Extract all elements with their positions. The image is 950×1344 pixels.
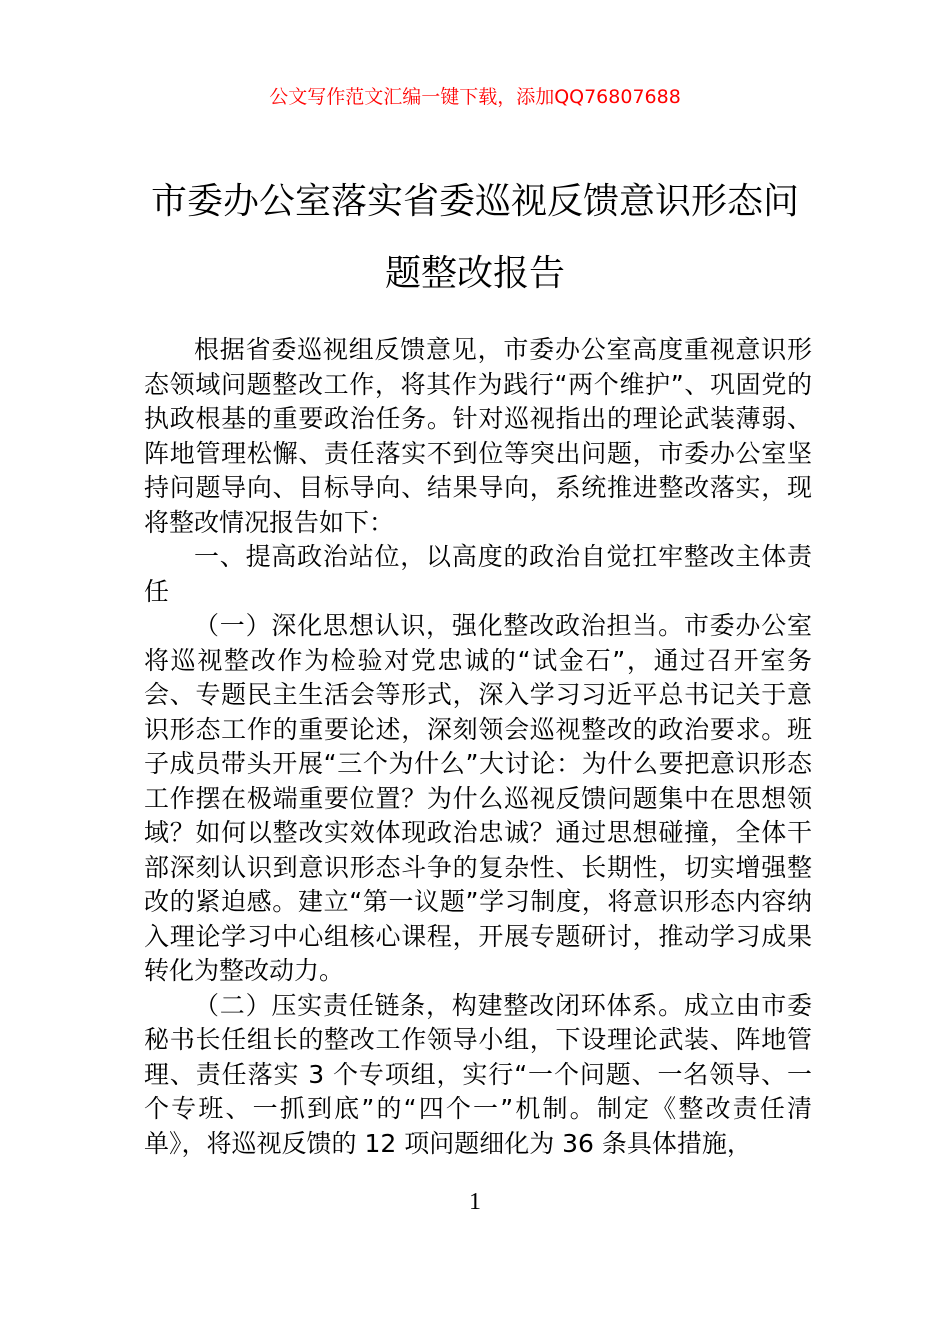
page-number: 1 bbox=[469, 1189, 481, 1215]
section-heading-1: 一、提高政治站位，以高度的政治自觉扛牢整改主体责任 bbox=[144, 542, 812, 606]
document-body bbox=[144, 333, 812, 1161]
header-banner: 公文写作范文汇编一键下载，添加QQ76807688 bbox=[269, 86, 681, 108]
paragraph-subsection-2: （二）压实责任链条，构建整改闭环体系。成立由市委秘书长任组长的整改工作领导小组，下设理论武装、阵地管理、责任落实 3 个专项组，实行“一个问题、一名领导、一个专班、一抓到底”的“四个一”机制。制定《整改责任清单》，将巡视反馈的 12 项问题细化为 36 条具体措施， bbox=[144, 990, 812, 1158]
document-title: 市委办公室落实省委巡视反馈意识形态问题整改报告 bbox=[150, 181, 799, 294]
paragraph-intro: 根据省委巡视组反馈意见，市委办公室高度重视意识形态领域问题整改工作，将其作为践行“两个维护”、巩固党的执政根基的重要政治任务。针对巡视指出的理论武装薄弱、阵地管理松懈、责任落实不到位等突出问题，市委办公室坚持问题导向、目标导向、结果导向，系统推进整改落实，现将整改情况报告如下： bbox=[144, 335, 812, 537]
paragraph-subsection-1: （一）深化思想认识，强化整改政治担当。市委办公室将巡视整改作为检验对党忠诚的“试金石”，通过召开室务会、专题民主生活会等形式，深入学习习近平总书记关于意识形态工作的重要论述，深刻领会巡视整改的政治要求。班子成员带头开展“三个为什么”大讨论：为什么要把意识形态工作摆在极端重要位置？为什么巡视反馈问题集中在思想领域？如何以整改实效体现政治忠诚？通过思想碰撞，全体干部深刻认识到意识形态斗争的复杂性、长期性，切实增强整改的紧迫感。建立“第一议题”学习制度，将意识形态内容纳入理论学习中心组核心课程，开展专题研讨，推动学习成果转化为整改动力。 bbox=[144, 611, 812, 985]
